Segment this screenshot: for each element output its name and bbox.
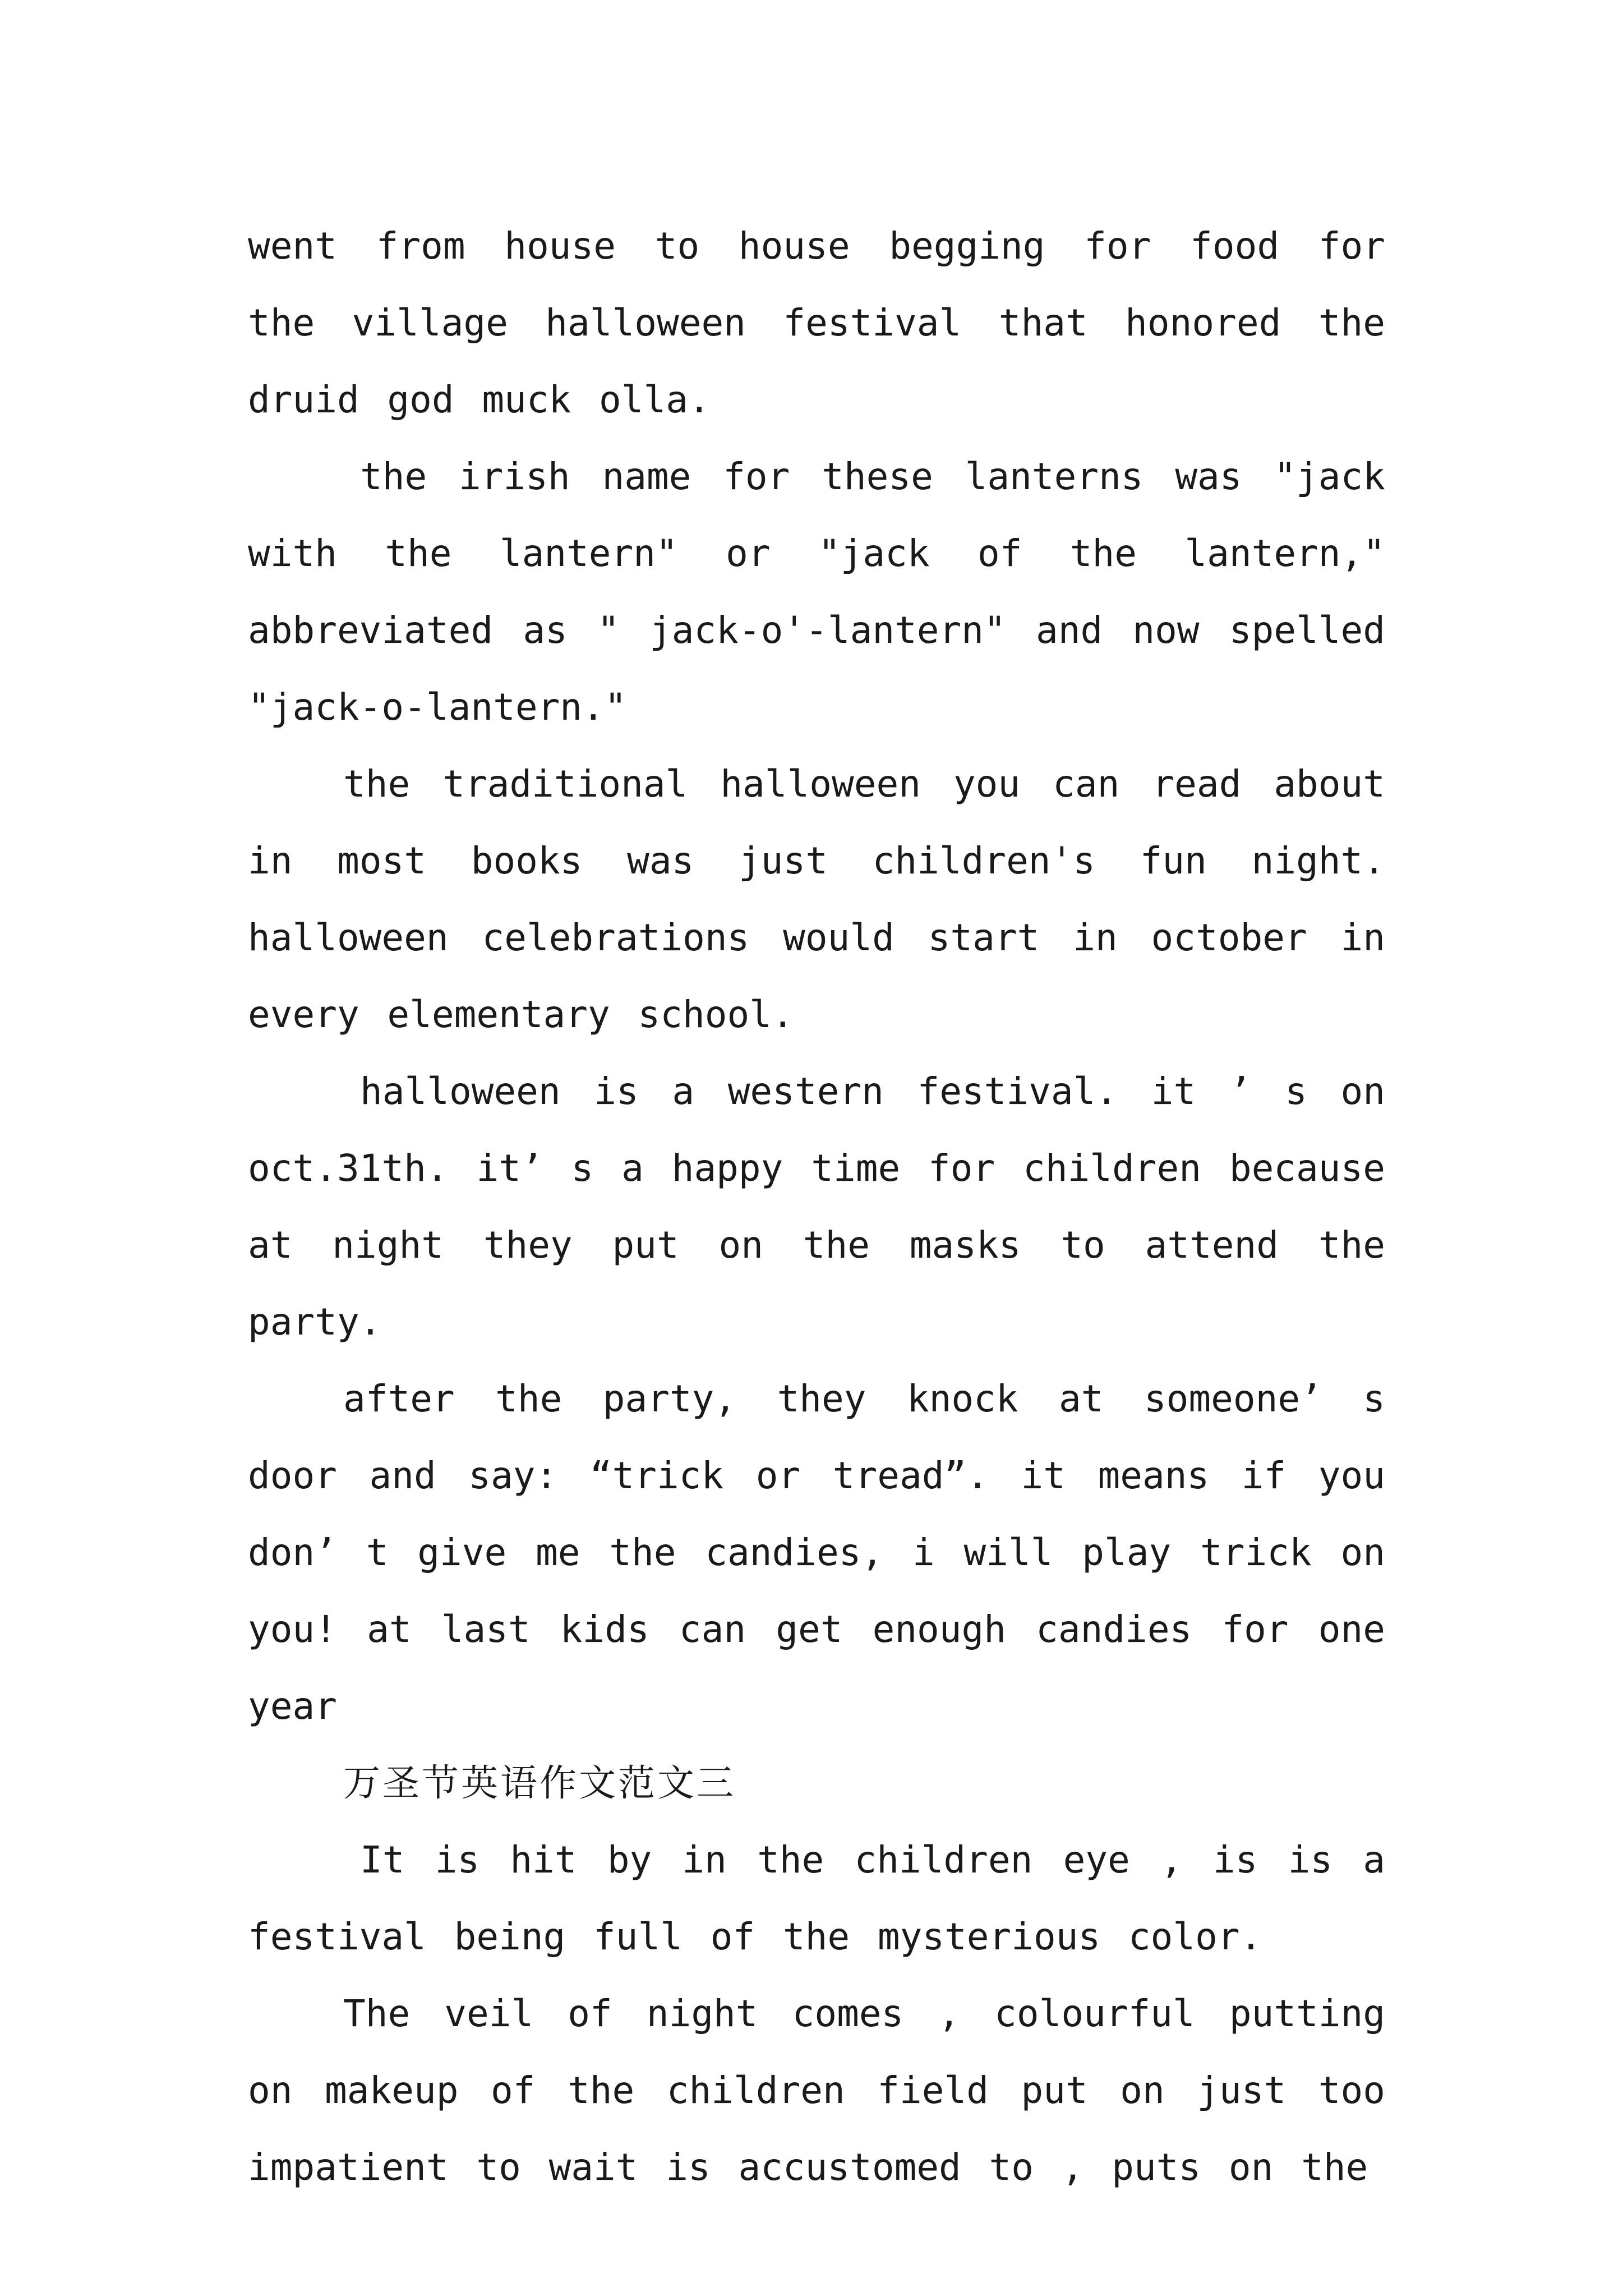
paragraph-children-eye: It is hit by in the children eye , is is a festival being full of the mysterious color. xyxy=(248,1838,1385,1958)
section-heading-essay-three: 万圣节英语作文范文三 xyxy=(343,1761,736,1805)
paragraph-irish-lantern-name: the irish name for these lanterns was "jack with the lantern" or "jack of the lantern," abbreviated as " jack-o'-lantern" and now spelled "jack-o-lantern." xyxy=(248,455,1385,729)
document-body xyxy=(248,208,1385,2206)
paragraph-traditional-halloween: the traditional halloween you can read about in most books was just children's fun night. halloween celebrations would start in october in every elementary school. xyxy=(248,762,1385,1036)
paragraph-begging-for-food: went from house to house begging for food for the village halloween festival that honored the druid god muck olla. xyxy=(248,224,1385,421)
paragraph-veil-of-night: The veil of night comes , colourful putting on makeup of the children field put on just too impatient to wait is accustomed to , puts on the xyxy=(248,1992,1385,2189)
paragraph-trick-or-tread: after the party, they knock at someone’ s door and say: “trick or tread”. it means if you don’ t give me the candies, i will play trick on you! at last kids can get enough candies for one year xyxy=(248,1377,1385,1728)
paragraph-western-festival: halloween is a western festival. it ’ s on oct.31th. it’ s a happy time for children because at night they put on the masks to attend the party. xyxy=(248,1070,1385,1343)
